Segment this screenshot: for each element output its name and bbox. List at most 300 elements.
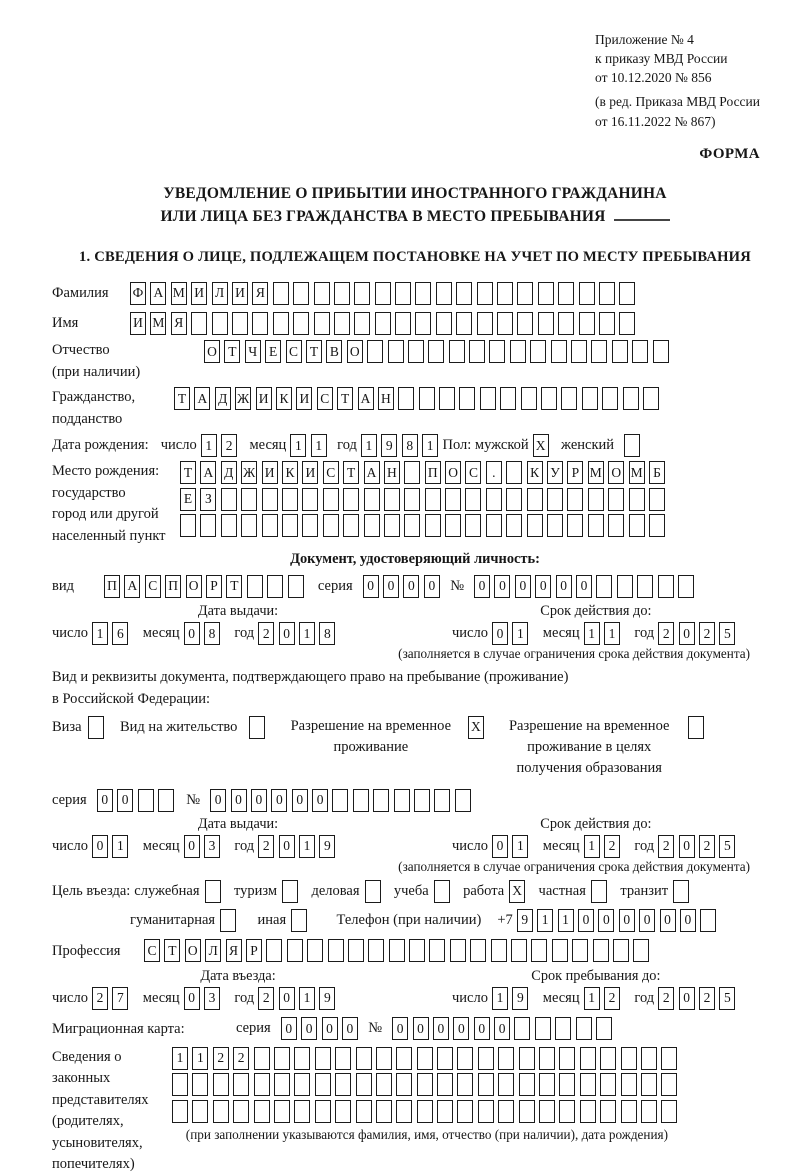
char-box[interactable] — [274, 1100, 290, 1123]
char-box[interactable] — [332, 789, 348, 812]
char-box[interactable] — [580, 1073, 596, 1096]
char-box[interactable]: 2 — [604, 835, 620, 858]
char-box[interactable] — [572, 939, 588, 962]
char-box[interactable] — [220, 909, 236, 932]
char-box[interactable] — [404, 514, 420, 537]
char-box[interactable]: 1 — [584, 987, 600, 1010]
char-box[interactable] — [547, 488, 563, 511]
char-box[interactable] — [394, 789, 410, 812]
char-box[interactable] — [498, 1100, 514, 1123]
char-box[interactable]: 0 — [578, 909, 594, 932]
char-box[interactable]: Ж — [235, 387, 251, 410]
char-box[interactable] — [530, 340, 546, 363]
char-box[interactable] — [335, 1073, 351, 1096]
char-box[interactable] — [661, 1100, 677, 1123]
char-box[interactable]: О — [608, 461, 624, 484]
char-box[interactable] — [282, 514, 298, 537]
char-box[interactable] — [415, 312, 431, 335]
char-box[interactable] — [613, 939, 629, 962]
char-box[interactable] — [661, 1073, 677, 1096]
char-box[interactable] — [302, 514, 318, 537]
char-box[interactable] — [641, 1047, 657, 1070]
char-box[interactable] — [491, 939, 507, 962]
char-box[interactable] — [367, 340, 383, 363]
char-box[interactable] — [608, 488, 624, 511]
char-box[interactable] — [559, 1100, 575, 1123]
char-box[interactable] — [315, 1047, 331, 1070]
char-box[interactable] — [506, 488, 522, 511]
char-box[interactable]: 1 — [584, 622, 600, 645]
char-box[interactable]: Е — [265, 340, 281, 363]
char-box[interactable] — [552, 939, 568, 962]
char-box[interactable]: А — [150, 282, 166, 305]
char-box[interactable]: 0 — [492, 622, 508, 645]
char-box[interactable] — [396, 1073, 412, 1096]
char-box[interactable]: 0 — [279, 987, 295, 1010]
char-box[interactable]: 1 — [201, 434, 217, 457]
char-box[interactable]: 1 — [604, 622, 620, 645]
char-box[interactable]: 1 — [311, 434, 327, 457]
char-box[interactable] — [233, 1100, 249, 1123]
char-box[interactable]: И — [256, 387, 272, 410]
char-box[interactable]: 0 — [576, 575, 592, 598]
char-box[interactable]: 1 — [299, 835, 315, 858]
char-box[interactable]: 2 — [213, 1047, 229, 1070]
char-box[interactable] — [612, 340, 628, 363]
char-box[interactable] — [307, 939, 323, 962]
char-box[interactable] — [469, 340, 485, 363]
char-box[interactable] — [335, 1100, 351, 1123]
char-box[interactable] — [593, 939, 609, 962]
char-box[interactable] — [486, 488, 502, 511]
char-box[interactable]: У — [547, 461, 563, 484]
char-box[interactable] — [511, 939, 527, 962]
char-box[interactable] — [599, 282, 615, 305]
char-box[interactable] — [455, 789, 471, 812]
char-box[interactable]: 0 — [619, 909, 635, 932]
char-box[interactable] — [621, 1047, 637, 1070]
char-box[interactable] — [445, 514, 461, 537]
char-box[interactable]: X — [533, 434, 549, 457]
char-box[interactable] — [478, 1073, 494, 1096]
char-box[interactable] — [559, 1047, 575, 1070]
char-box[interactable] — [599, 312, 615, 335]
char-box[interactable]: X — [509, 880, 525, 903]
char-box[interactable] — [262, 488, 278, 511]
char-box[interactable] — [580, 1047, 596, 1070]
char-box[interactable] — [551, 340, 567, 363]
char-box[interactable] — [375, 312, 391, 335]
char-box[interactable]: И — [130, 312, 146, 335]
char-box[interactable] — [425, 488, 441, 511]
char-box[interactable] — [88, 716, 104, 739]
char-box[interactable] — [334, 312, 350, 335]
char-box[interactable]: 9 — [517, 909, 533, 932]
char-box[interactable]: 0 — [492, 835, 508, 858]
char-box[interactable] — [641, 1073, 657, 1096]
char-box[interactable] — [596, 575, 612, 598]
char-box[interactable] — [567, 514, 583, 537]
char-box[interactable] — [506, 461, 522, 484]
char-box[interactable] — [192, 1073, 208, 1096]
char-box[interactable]: Л — [205, 939, 221, 962]
char-box[interactable]: 0 — [342, 1017, 358, 1040]
char-box[interactable] — [398, 387, 414, 410]
char-box[interactable]: Т — [180, 461, 196, 484]
char-box[interactable]: 0 — [251, 789, 267, 812]
char-box[interactable]: С — [144, 939, 160, 962]
char-box[interactable] — [456, 312, 472, 335]
char-box[interactable]: 1 — [172, 1047, 188, 1070]
char-box[interactable] — [623, 387, 639, 410]
char-box[interactable] — [629, 488, 645, 511]
char-box[interactable] — [233, 1073, 249, 1096]
char-box[interactable]: 0 — [392, 1017, 408, 1040]
char-box[interactable]: 0 — [679, 987, 695, 1010]
char-box[interactable]: . — [486, 461, 502, 484]
char-box[interactable] — [395, 312, 411, 335]
char-box[interactable]: П — [425, 461, 441, 484]
char-box[interactable] — [619, 282, 635, 305]
char-box[interactable] — [600, 1047, 616, 1070]
char-box[interactable] — [365, 880, 381, 903]
char-box[interactable]: 2 — [658, 987, 674, 1010]
char-box[interactable] — [395, 282, 411, 305]
char-box[interactable] — [517, 312, 533, 335]
char-box[interactable] — [517, 282, 533, 305]
char-box[interactable] — [506, 514, 522, 537]
char-box[interactable]: А — [200, 461, 216, 484]
char-box[interactable]: 1 — [92, 622, 108, 645]
char-box[interactable] — [302, 488, 318, 511]
char-box[interactable] — [213, 1100, 229, 1123]
char-box[interactable]: Л — [212, 282, 228, 305]
char-box[interactable] — [624, 434, 640, 457]
char-box[interactable]: 2 — [258, 987, 274, 1010]
char-box[interactable] — [608, 514, 624, 537]
char-box[interactable]: 9 — [319, 987, 335, 1010]
char-box[interactable]: 0 — [453, 1017, 469, 1040]
char-box[interactable] — [314, 312, 330, 335]
char-box[interactable]: 0 — [279, 835, 295, 858]
char-box[interactable] — [343, 488, 359, 511]
char-box[interactable] — [205, 880, 221, 903]
char-box[interactable] — [388, 340, 404, 363]
char-box[interactable] — [582, 387, 598, 410]
char-box[interactable]: П — [104, 575, 120, 598]
char-box[interactable] — [497, 282, 513, 305]
char-box[interactable] — [419, 387, 435, 410]
char-box[interactable]: 2 — [699, 835, 715, 858]
char-box[interactable] — [396, 1100, 412, 1123]
char-box[interactable] — [588, 514, 604, 537]
char-box[interactable] — [425, 514, 441, 537]
char-box[interactable]: 0 — [301, 1017, 317, 1040]
char-box[interactable] — [629, 514, 645, 537]
char-box[interactable] — [445, 488, 461, 511]
char-box[interactable] — [273, 312, 289, 335]
char-box[interactable]: Н — [378, 387, 394, 410]
char-box[interactable] — [417, 1100, 433, 1123]
char-box[interactable] — [294, 1047, 310, 1070]
char-box[interactable] — [373, 789, 389, 812]
char-box[interactable]: Д — [215, 387, 231, 410]
char-box[interactable]: К — [282, 461, 298, 484]
char-box[interactable] — [658, 575, 674, 598]
char-box[interactable] — [514, 1017, 530, 1040]
char-box[interactable]: 0 — [231, 789, 247, 812]
char-box[interactable] — [241, 514, 257, 537]
char-box[interactable]: А — [194, 387, 210, 410]
char-box[interactable] — [221, 488, 237, 511]
char-box[interactable] — [465, 514, 481, 537]
char-box[interactable]: 2 — [699, 987, 715, 1010]
char-box[interactable] — [415, 282, 431, 305]
char-box[interactable] — [315, 1100, 331, 1123]
char-box[interactable]: 0 — [210, 789, 226, 812]
char-box[interactable] — [510, 340, 526, 363]
char-box[interactable] — [480, 387, 496, 410]
char-box[interactable] — [354, 312, 370, 335]
char-box[interactable] — [500, 387, 516, 410]
char-box[interactable]: Т — [174, 387, 190, 410]
char-box[interactable] — [688, 716, 704, 739]
char-box[interactable] — [375, 282, 391, 305]
char-box[interactable] — [531, 939, 547, 962]
char-box[interactable] — [457, 1047, 473, 1070]
char-box[interactable]: 0 — [92, 835, 108, 858]
char-box[interactable]: О — [445, 461, 461, 484]
char-box[interactable] — [437, 1073, 453, 1096]
char-box[interactable]: М — [629, 461, 645, 484]
char-box[interactable] — [356, 1100, 372, 1123]
char-box[interactable]: Е — [180, 488, 196, 511]
char-box[interactable] — [200, 514, 216, 537]
char-box[interactable]: А — [124, 575, 140, 598]
char-box[interactable]: 1 — [512, 835, 528, 858]
char-box[interactable] — [641, 1100, 657, 1123]
char-box[interactable]: 0 — [556, 575, 572, 598]
char-box[interactable] — [591, 340, 607, 363]
char-box[interactable] — [465, 488, 481, 511]
char-box[interactable] — [396, 1047, 412, 1070]
char-box[interactable]: 0 — [383, 575, 399, 598]
char-box[interactable] — [558, 282, 574, 305]
char-box[interactable] — [579, 282, 595, 305]
char-box[interactable]: 1 — [537, 909, 553, 932]
char-box[interactable] — [678, 575, 694, 598]
char-box[interactable]: О — [204, 340, 220, 363]
char-box[interactable] — [408, 340, 424, 363]
char-box[interactable]: 0 — [322, 1017, 338, 1040]
char-box[interactable] — [434, 789, 450, 812]
char-box[interactable] — [621, 1073, 637, 1096]
char-box[interactable]: 0 — [679, 835, 695, 858]
char-box[interactable]: 6 — [112, 622, 128, 645]
char-box[interactable] — [539, 1073, 555, 1096]
char-box[interactable]: 1 — [584, 835, 600, 858]
char-box[interactable]: 2 — [258, 835, 274, 858]
char-box[interactable] — [457, 1073, 473, 1096]
char-box[interactable] — [282, 488, 298, 511]
char-box[interactable] — [315, 1073, 331, 1096]
char-box[interactable]: Я — [171, 312, 187, 335]
char-box[interactable]: И — [232, 282, 248, 305]
char-box[interactable] — [498, 1047, 514, 1070]
char-box[interactable] — [649, 514, 665, 537]
char-box[interactable]: Я — [226, 939, 242, 962]
char-box[interactable]: М — [171, 282, 187, 305]
char-box[interactable] — [559, 1073, 575, 1096]
char-box[interactable] — [274, 1073, 290, 1096]
char-box[interactable] — [291, 909, 307, 932]
char-box[interactable] — [287, 939, 303, 962]
char-box[interactable]: 0 — [279, 622, 295, 645]
char-box[interactable] — [649, 488, 665, 511]
char-box[interactable]: 1 — [558, 909, 574, 932]
char-box[interactable] — [555, 1017, 571, 1040]
char-box[interactable] — [323, 514, 339, 537]
char-box[interactable] — [247, 575, 263, 598]
char-box[interactable] — [436, 312, 452, 335]
char-box[interactable] — [376, 1047, 392, 1070]
char-box[interactable]: Р — [246, 939, 262, 962]
char-box[interactable] — [334, 282, 350, 305]
char-box[interactable]: И — [262, 461, 278, 484]
char-box[interactable]: 0 — [515, 575, 531, 598]
char-box[interactable] — [571, 340, 587, 363]
char-box[interactable] — [588, 488, 604, 511]
char-box[interactable] — [538, 282, 554, 305]
char-box[interactable] — [417, 1047, 433, 1070]
char-box[interactable] — [457, 1100, 473, 1123]
char-box[interactable] — [294, 1100, 310, 1123]
char-box[interactable] — [262, 514, 278, 537]
char-box[interactable]: 3 — [204, 835, 220, 858]
char-box[interactable] — [328, 939, 344, 962]
char-box[interactable] — [673, 880, 689, 903]
char-box[interactable] — [633, 939, 649, 962]
char-box[interactable]: 0 — [97, 789, 113, 812]
char-box[interactable] — [417, 1073, 433, 1096]
char-box[interactable] — [497, 312, 513, 335]
char-box[interactable]: Б — [649, 461, 665, 484]
char-box[interactable] — [252, 312, 268, 335]
char-box[interactable]: 1 — [492, 987, 508, 1010]
char-box[interactable]: 0 — [312, 789, 328, 812]
char-box[interactable] — [486, 514, 502, 537]
char-box[interactable] — [576, 1017, 592, 1040]
char-box[interactable] — [428, 340, 444, 363]
char-box[interactable]: 5 — [719, 987, 735, 1010]
char-box[interactable]: Ф — [130, 282, 146, 305]
char-box[interactable]: 0 — [403, 575, 419, 598]
char-box[interactable]: 2 — [92, 987, 108, 1010]
char-box[interactable]: 2 — [658, 835, 674, 858]
char-box[interactable] — [538, 312, 554, 335]
char-box[interactable]: 1 — [299, 622, 315, 645]
char-box[interactable]: 0 — [535, 575, 551, 598]
char-box[interactable]: 0 — [679, 622, 695, 645]
char-box[interactable] — [267, 575, 283, 598]
char-box[interactable]: И — [302, 461, 318, 484]
char-box[interactable] — [273, 282, 289, 305]
char-box[interactable]: 1 — [290, 434, 306, 457]
char-box[interactable] — [213, 1073, 229, 1096]
char-box[interactable]: 9 — [319, 835, 335, 858]
char-box[interactable] — [521, 387, 537, 410]
char-box[interactable]: 0 — [474, 1017, 490, 1040]
char-box[interactable] — [600, 1073, 616, 1096]
char-box[interactable] — [643, 387, 659, 410]
char-box[interactable]: А — [358, 387, 374, 410]
char-box[interactable]: 1 — [512, 622, 528, 645]
char-box[interactable] — [436, 282, 452, 305]
char-box[interactable] — [456, 282, 472, 305]
char-box[interactable] — [191, 312, 207, 335]
char-box[interactable] — [547, 514, 563, 537]
char-box[interactable] — [354, 282, 370, 305]
char-box[interactable] — [323, 488, 339, 511]
char-box[interactable] — [527, 514, 543, 537]
char-box[interactable] — [376, 1073, 392, 1096]
char-box[interactable] — [632, 340, 648, 363]
char-box[interactable] — [439, 387, 455, 410]
char-box[interactable]: 0 — [433, 1017, 449, 1040]
char-box[interactable]: 0 — [494, 575, 510, 598]
char-box[interactable] — [293, 312, 309, 335]
char-box[interactable]: Т — [343, 461, 359, 484]
char-box[interactable] — [266, 939, 282, 962]
char-box[interactable]: 1 — [361, 434, 377, 457]
char-box[interactable]: И — [296, 387, 312, 410]
char-box[interactable]: 0 — [184, 622, 200, 645]
char-box[interactable]: 8 — [402, 434, 418, 457]
char-box[interactable] — [356, 1047, 372, 1070]
char-box[interactable]: Т — [306, 340, 322, 363]
char-box[interactable]: О — [185, 939, 201, 962]
char-box[interactable] — [558, 312, 574, 335]
char-box[interactable] — [498, 1073, 514, 1096]
char-box[interactable] — [343, 514, 359, 537]
char-box[interactable] — [539, 1047, 555, 1070]
char-box[interactable]: П — [165, 575, 181, 598]
char-box[interactable] — [653, 340, 669, 363]
char-box[interactable]: 0 — [494, 1017, 510, 1040]
char-box[interactable] — [353, 789, 369, 812]
char-box[interactable]: 0 — [413, 1017, 429, 1040]
char-box[interactable] — [619, 312, 635, 335]
char-box[interactable] — [138, 789, 154, 812]
char-box[interactable]: 0 — [598, 909, 614, 932]
char-box[interactable]: 5 — [719, 835, 735, 858]
char-box[interactable] — [600, 1100, 616, 1123]
char-box[interactable] — [254, 1073, 270, 1096]
char-box[interactable] — [477, 282, 493, 305]
char-box[interactable]: С — [145, 575, 161, 598]
char-box[interactable] — [437, 1100, 453, 1123]
char-box[interactable] — [364, 514, 380, 537]
char-box[interactable]: Т — [337, 387, 353, 410]
char-box[interactable] — [172, 1100, 188, 1123]
char-box[interactable]: Т — [224, 340, 240, 363]
char-box[interactable]: В — [326, 340, 342, 363]
char-box[interactable]: 0 — [292, 789, 308, 812]
char-box[interactable] — [541, 387, 557, 410]
char-box[interactable]: О — [347, 340, 363, 363]
char-box[interactable]: З — [200, 488, 216, 511]
char-box[interactable]: А — [364, 461, 380, 484]
